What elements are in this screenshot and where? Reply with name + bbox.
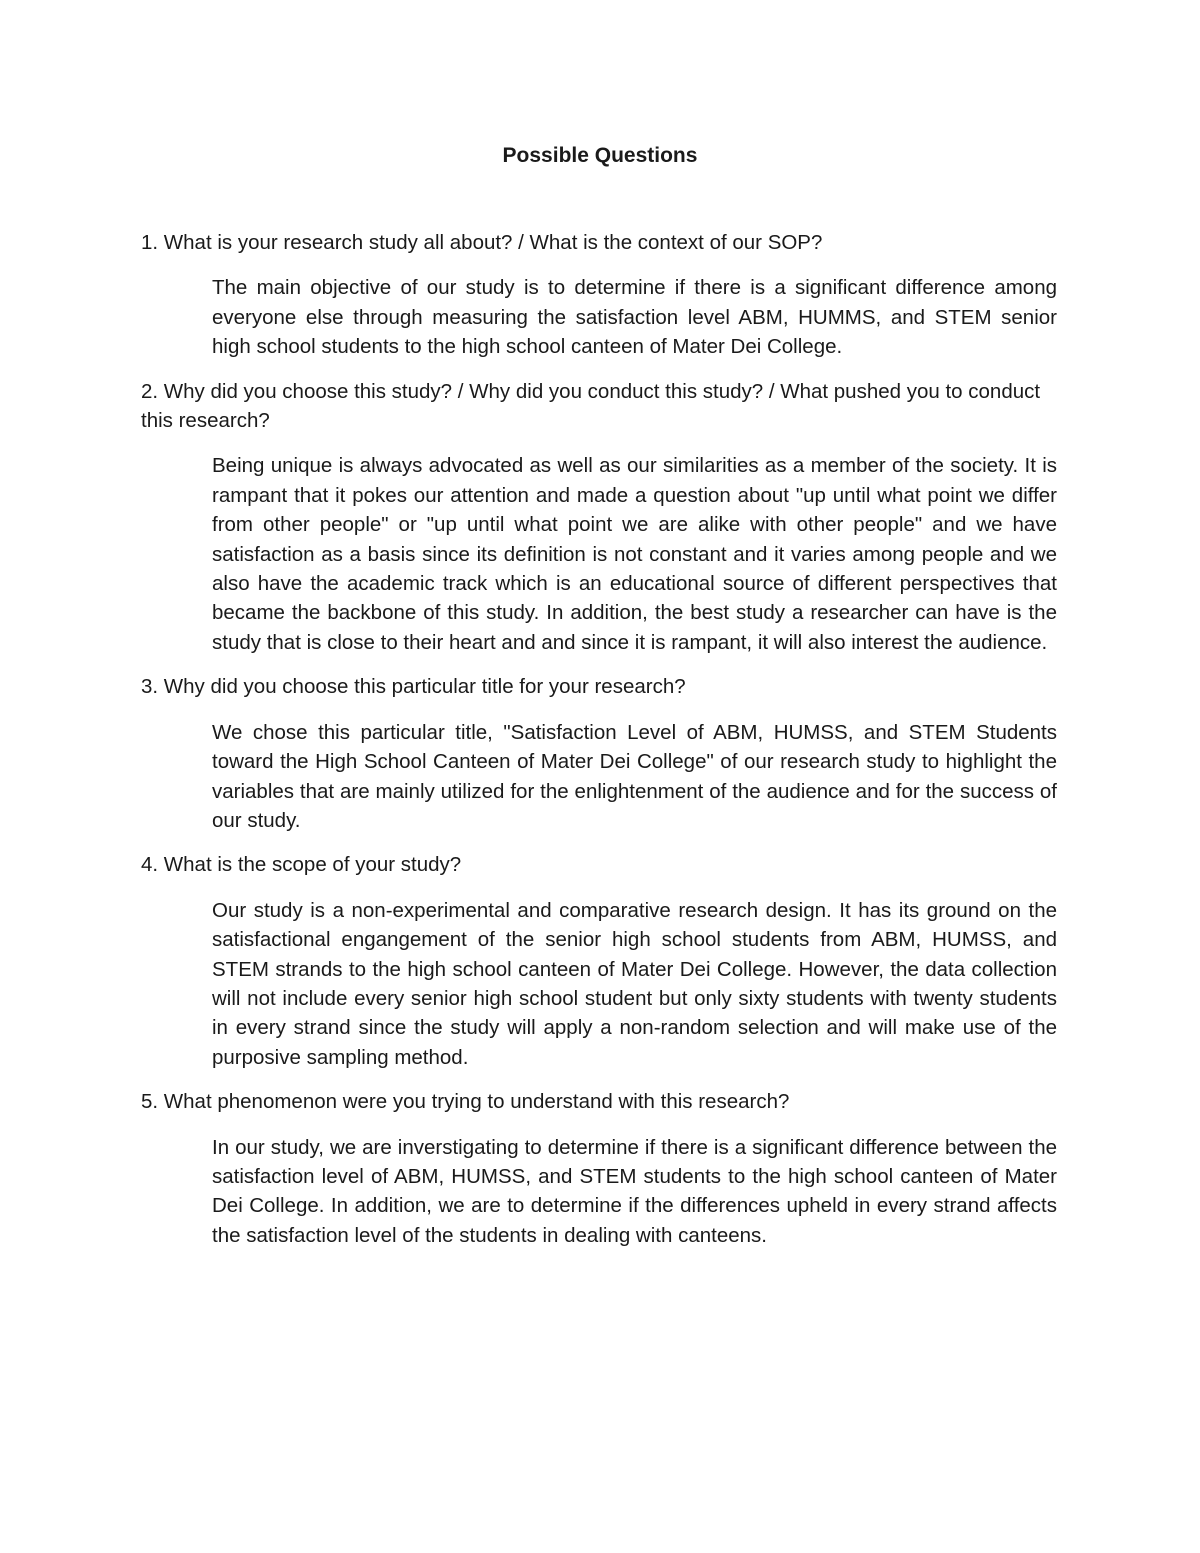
qa-item-1 [141,228,1057,362]
qa-item-4 [141,850,1057,1072]
qa-item-5 [141,1087,1057,1250]
qa-list [141,228,1057,1265]
question-4: 4. What is the scope of your study? [141,853,462,877]
qa-item-3 [141,672,1057,835]
answer-3: We chose this particular title, "Satisfaction Level of ABM, HUMSS, and STEM Students toward the High School Canteen of Mater Dei College" of our research study to highlight the variables that are mainly utilized for the enlightenment of the audience and for the success of our study. [212,720,1057,832]
answer-5: In our study, we are inverstigating to determine if there is a significant difference between the satisfaction level of ABM, HUMSS, and STEM students to the high school canteen of Mater Dei College. In addition, we are to determine if the differences upheld in every strand affects the satisfaction level of the students in dealing with canteens. [212,1135,1057,1247]
question-2: 2. Why did you choose this study? / Why did you conduct this study? / What pushed you to conduct this research? [141,379,1041,433]
question-5: 5. What phenomenon were you trying to understand with this research? [141,1090,790,1114]
answer-2: Being unique is always advocated as well as our similarities as a member of the society. It is rampant that it pokes our attention and made a question about "up until what point we differ from other people" or "up until what point we are alike with other people" and we have satisfaction as a basis since its definition is not constant and it varies among people and we also have the academic track which is an educational source of different perspectives that became the backbone of this study. In addition, the best study a researcher can have is the study that is close to their heart and and since it is rampant, it will also interest the audience. [212,454,1057,654]
qa-item-2 [141,377,1057,658]
question-3: 3. Why did you choose this particular title for your research? [141,675,686,699]
page-title: Possible Questions [502,144,698,167]
answer-4: Our study is a non-experimental and comparative research design. It has its ground on the satisfactional engangement of the senior high school students from ABM, HUMSS, and STEM strands to the high school canteen of Mater Dei College. However, the data collection will not include every senior high school student but only sixty students with twenty students in every strand since the study will apply a non-random selection and will make use of the purposive sampling method. [212,898,1057,1069]
answer-1: The main objective of our study is to determine if there is a significant difference among everyone else through measuring the satisfaction level ABM, HUMMS, and STEM senior high school students to the high school canteen of Mater Dei College. [212,276,1057,359]
question-1: 1. What is your research study all about? / What is the context of our SOP? [141,231,823,254]
